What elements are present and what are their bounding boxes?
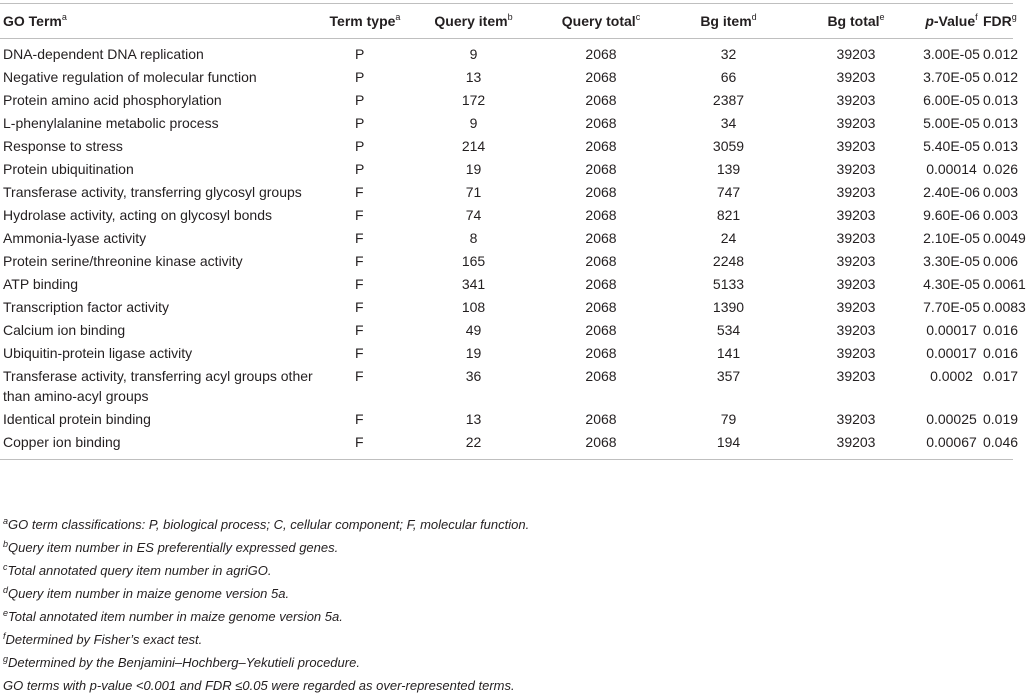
footnote-text: GO terms with p-value <0.001 and FDR ≤0.05 were regarded as over-represented terms. bbox=[3, 678, 515, 693]
cell-p-value: 2.10E-05 bbox=[923, 230, 980, 246]
cell-term-type: F bbox=[355, 411, 364, 427]
cell-query-item: 36 bbox=[465, 368, 482, 384]
cell-query-item: 13 bbox=[465, 69, 482, 85]
cell-query-item: 165 bbox=[461, 253, 486, 269]
cell-p-value: 0.00017 bbox=[926, 322, 977, 338]
cell-term-type: P bbox=[355, 115, 365, 131]
cell-go-term: L-phenylalanine metabolic process bbox=[3, 115, 219, 131]
cell-bg-item: 34 bbox=[720, 115, 737, 131]
cell-query-item: 19 bbox=[465, 161, 482, 177]
cell-query-total: 2068 bbox=[585, 299, 617, 315]
cell-bg-total: 39203 bbox=[836, 161, 876, 177]
cell-bg-item: 66 bbox=[720, 69, 737, 85]
table-row bbox=[0, 181, 1013, 204]
cell-term-type: P bbox=[355, 69, 365, 85]
header-row bbox=[0, 4, 1013, 39]
cell-go-term: Protein amino acid phosphorylation bbox=[3, 92, 222, 108]
header-go-term: GO Term$^a$ bbox=[3, 12, 67, 29]
table-row bbox=[0, 66, 1013, 89]
cell-bg-total: 39203 bbox=[836, 92, 876, 108]
cell-p-value: 5.40E-05 bbox=[923, 138, 980, 154]
cell-query-item: 9 bbox=[469, 46, 478, 62]
table-row bbox=[0, 158, 1013, 181]
cell-go-term: Response to stress bbox=[3, 138, 123, 154]
cell-term-type: F bbox=[355, 230, 364, 246]
cell-bg-total: 39203 bbox=[836, 368, 876, 384]
table-row bbox=[0, 89, 1013, 112]
cell-bg-total: 39203 bbox=[836, 253, 876, 269]
cell-query-total: 2068 bbox=[585, 115, 617, 131]
cell-go-term: Ammonia-lyase activity bbox=[3, 230, 147, 246]
table-row bbox=[0, 431, 1013, 460]
cell-p-value: 2.40E-06 bbox=[923, 184, 980, 200]
cell-term-type: P bbox=[355, 138, 365, 154]
cell-p-value: 9.60E-06 bbox=[923, 207, 980, 223]
footnote bbox=[3, 582, 1003, 605]
cell-p-value: 5.00E-05 bbox=[923, 115, 980, 131]
header-query-total: Query total$^c$ bbox=[561, 12, 641, 29]
footnote bbox=[3, 605, 1003, 628]
cell-fdr: 0.003 bbox=[983, 207, 1019, 223]
cell-query-total: 2068 bbox=[585, 345, 617, 361]
footnote bbox=[3, 651, 1003, 674]
cell-bg-item: 747 bbox=[716, 184, 741, 200]
cell-bg-total: 39203 bbox=[836, 46, 876, 62]
cell-query-item: 22 bbox=[465, 434, 482, 450]
header-query-item: Query item$^b$ bbox=[434, 12, 513, 29]
cell-bg-total: 39203 bbox=[836, 184, 876, 200]
cell-bg-item: 139 bbox=[716, 161, 741, 177]
footnote bbox=[3, 559, 1003, 582]
table-row bbox=[0, 296, 1013, 319]
cell-bg-total: 39203 bbox=[836, 345, 876, 361]
footnote bbox=[3, 536, 1003, 559]
cell-p-value: 0.0002 bbox=[930, 368, 973, 384]
go-enrichment-table bbox=[0, 3, 1026, 460]
cell-p-value: 0.00017 bbox=[926, 345, 977, 361]
cell-term-type: F bbox=[355, 368, 364, 384]
footnote bbox=[3, 628, 1003, 651]
header-term-type: Term type$^a$ bbox=[329, 12, 401, 29]
cell-bg-item: 79 bbox=[720, 411, 737, 427]
cell-fdr: 0.003 bbox=[983, 184, 1019, 200]
cell-go-term: Hydrolase activity, acting on glycosyl bonds bbox=[3, 207, 272, 223]
footnote-text: Query item number in maize genome version 5a. bbox=[8, 586, 290, 601]
footnote-marker: e bbox=[3, 608, 9, 618]
table-row bbox=[0, 227, 1013, 250]
cell-query-item: 214 bbox=[461, 138, 486, 154]
cell-query-item: 172 bbox=[461, 92, 486, 108]
cell-bg-item: 141 bbox=[716, 345, 741, 361]
cell-term-type: P bbox=[355, 92, 365, 108]
cell-bg-total: 39203 bbox=[836, 276, 876, 292]
table-row bbox=[0, 135, 1013, 158]
footnote-text: Determined by Fisher’s exact test. bbox=[5, 632, 203, 647]
footnote-marker: c bbox=[3, 562, 8, 572]
cell-go-term: Protein ubiquitination bbox=[3, 161, 134, 177]
cell-fdr: 0.006 bbox=[983, 253, 1019, 269]
cell-go-term: Negative regulation of molecular function bbox=[3, 69, 257, 85]
footnote-text: GO term classifications: P, biological process; C, cellular component; F, molecular function. bbox=[8, 517, 530, 532]
cell-p-value: 0.00067 bbox=[926, 434, 977, 450]
cell-bg-item: 5133 bbox=[712, 276, 745, 292]
cell-term-type: F bbox=[355, 184, 364, 200]
cell-go-term: Ubiquitin-protein ligase activity bbox=[3, 345, 193, 361]
cell-bg-item: 821 bbox=[716, 207, 741, 223]
cell-query-item: 8 bbox=[469, 230, 478, 246]
cell-fdr: 0.016 bbox=[983, 345, 1019, 361]
cell-go-term: Protein serine/threonine kinase activity bbox=[3, 253, 243, 269]
cell-term-type: F bbox=[355, 345, 364, 361]
cell-go-term: Transcription factor activity bbox=[3, 299, 169, 315]
footnote-marker: g bbox=[3, 654, 9, 664]
table-footnotes bbox=[3, 513, 1003, 697]
cell-fdr: 0.017 bbox=[983, 368, 1019, 384]
cell-query-total: 2068 bbox=[585, 230, 617, 246]
cell-fdr: 0.0061 bbox=[983, 276, 1026, 292]
table-row bbox=[0, 365, 1013, 408]
cell-term-type: F bbox=[355, 253, 364, 269]
cell-fdr: 0.0049 bbox=[983, 230, 1026, 246]
cell-query-total: 2068 bbox=[585, 46, 617, 62]
cell-go-term: Transferase activity, transferring glycosyl groups bbox=[3, 184, 302, 200]
table-body bbox=[0, 39, 1026, 460]
cell-go-term: Calcium ion binding bbox=[3, 322, 126, 338]
cell-term-type: P bbox=[355, 46, 365, 62]
cell-query-item: 49 bbox=[465, 322, 482, 338]
cell-query-total: 2068 bbox=[585, 276, 617, 292]
table-header bbox=[0, 4, 1017, 39]
cell-query-total: 2068 bbox=[585, 161, 617, 177]
cell-query-total: 2068 bbox=[585, 322, 617, 338]
cell-go-term: Transferase activity, transferring acyl groups other than amino-acyl groups bbox=[3, 368, 313, 404]
table-row bbox=[0, 342, 1013, 365]
cell-bg-total: 39203 bbox=[836, 322, 876, 338]
cell-fdr: 0.013 bbox=[983, 115, 1019, 131]
footnote-text: Total annotated query item number in agriGO. bbox=[7, 563, 272, 578]
cell-fdr: 0.026 bbox=[983, 161, 1019, 177]
cell-go-term: DNA-dependent DNA replication bbox=[3, 46, 204, 62]
cell-query-item: 108 bbox=[461, 299, 486, 315]
cell-p-value: 3.70E-05 bbox=[923, 69, 980, 85]
cell-query-total: 2068 bbox=[585, 434, 617, 450]
cell-query-total: 2068 bbox=[585, 207, 617, 223]
cell-bg-item: 194 bbox=[716, 434, 741, 450]
cell-query-total: 2068 bbox=[585, 184, 617, 200]
table-row bbox=[0, 112, 1013, 135]
cell-fdr: 0.013 bbox=[983, 92, 1019, 108]
cell-bg-item: 3059 bbox=[712, 138, 745, 154]
cell-query-item: 74 bbox=[465, 207, 482, 223]
cell-bg-total: 39203 bbox=[836, 138, 876, 154]
footnote-marker: a bbox=[3, 516, 9, 526]
cell-term-type: F bbox=[355, 322, 364, 338]
table-row bbox=[0, 250, 1013, 273]
cell-term-type: P bbox=[355, 161, 365, 177]
cell-bg-total: 39203 bbox=[836, 69, 876, 85]
cell-term-type: F bbox=[355, 207, 364, 223]
header-fdr: FDR$^g$ bbox=[983, 12, 1017, 29]
cell-query-total: 2068 bbox=[585, 368, 617, 384]
cell-query-item: 71 bbox=[465, 184, 482, 200]
table-row bbox=[0, 273, 1013, 296]
cell-fdr: 0.046 bbox=[983, 434, 1019, 450]
footnote-text: Determined by the Benjamini–Hochberg–Yekutieli procedure. bbox=[8, 655, 360, 670]
cell-go-term: ATP binding bbox=[3, 276, 78, 292]
footnote bbox=[3, 674, 1003, 697]
table-row bbox=[0, 39, 1013, 67]
cell-bg-total: 39203 bbox=[836, 230, 876, 246]
table-row bbox=[0, 319, 1013, 342]
footnote-text: Query item number in ES preferentially expressed genes. bbox=[8, 540, 339, 555]
cell-query-item: 19 bbox=[465, 345, 482, 361]
footnote-text: Total annotated item number in maize genome version 5a. bbox=[8, 609, 343, 624]
cell-p-value: 0.00014 bbox=[926, 161, 977, 177]
cell-go-term: Identical protein binding bbox=[3, 411, 151, 427]
cell-fdr: 0.012 bbox=[983, 69, 1019, 85]
cell-bg-item: 2248 bbox=[712, 253, 745, 269]
cell-p-value: 0.00025 bbox=[926, 411, 977, 427]
footnote-marker: d bbox=[3, 585, 9, 595]
cell-bg-total: 39203 bbox=[836, 115, 876, 131]
table-row bbox=[0, 204, 1013, 227]
header-p-value: p-Value$^f$ bbox=[925, 12, 978, 29]
cell-bg-item: 24 bbox=[720, 230, 737, 246]
cell-fdr: 0.016 bbox=[983, 322, 1019, 338]
cell-bg-item: 357 bbox=[716, 368, 741, 384]
cell-p-value: 7.70E-05 bbox=[923, 299, 980, 315]
cell-bg-item: 1390 bbox=[712, 299, 745, 315]
cell-query-item: 13 bbox=[465, 411, 482, 427]
cell-query-total: 2068 bbox=[585, 92, 617, 108]
cell-p-value: 6.00E-05 bbox=[923, 92, 980, 108]
cell-query-total: 2068 bbox=[585, 138, 617, 154]
cell-term-type: F bbox=[355, 299, 364, 315]
cell-p-value: 4.30E-05 bbox=[923, 276, 980, 292]
cell-bg-total: 39203 bbox=[836, 207, 876, 223]
header-bg-total: Bg total$^e$ bbox=[827, 12, 885, 29]
cell-term-type: F bbox=[355, 434, 364, 450]
cell-p-value: 3.00E-05 bbox=[923, 46, 980, 62]
cell-fdr: 0.012 bbox=[983, 46, 1019, 62]
table-row bbox=[0, 408, 1013, 431]
cell-bg-total: 39203 bbox=[836, 299, 876, 315]
footnote-marker: b bbox=[3, 539, 9, 549]
cell-bg-item: 32 bbox=[720, 46, 737, 62]
cell-p-value: 3.30E-05 bbox=[923, 253, 980, 269]
cell-query-item: 341 bbox=[461, 276, 486, 292]
cell-query-total: 2068 bbox=[585, 411, 617, 427]
cell-term-type: F bbox=[355, 276, 364, 292]
cell-query-total: 2068 bbox=[585, 69, 617, 85]
cell-query-total: 2068 bbox=[585, 253, 617, 269]
cell-fdr: 0.019 bbox=[983, 411, 1019, 427]
cell-go-term: Copper ion binding bbox=[3, 434, 121, 450]
cell-fdr: 0.0083 bbox=[983, 299, 1026, 315]
cell-query-item: 9 bbox=[469, 115, 478, 131]
header-bg-item: Bg item$^d$ bbox=[700, 12, 757, 29]
cell-bg-item: 534 bbox=[716, 322, 741, 338]
cell-fdr: 0.013 bbox=[983, 138, 1019, 154]
cell-bg-total: 39203 bbox=[836, 434, 876, 450]
footnote-marker: f bbox=[3, 631, 6, 641]
footnote bbox=[3, 513, 1003, 536]
cell-bg-total: 39203 bbox=[836, 411, 876, 427]
cell-bg-item: 2387 bbox=[712, 92, 745, 108]
